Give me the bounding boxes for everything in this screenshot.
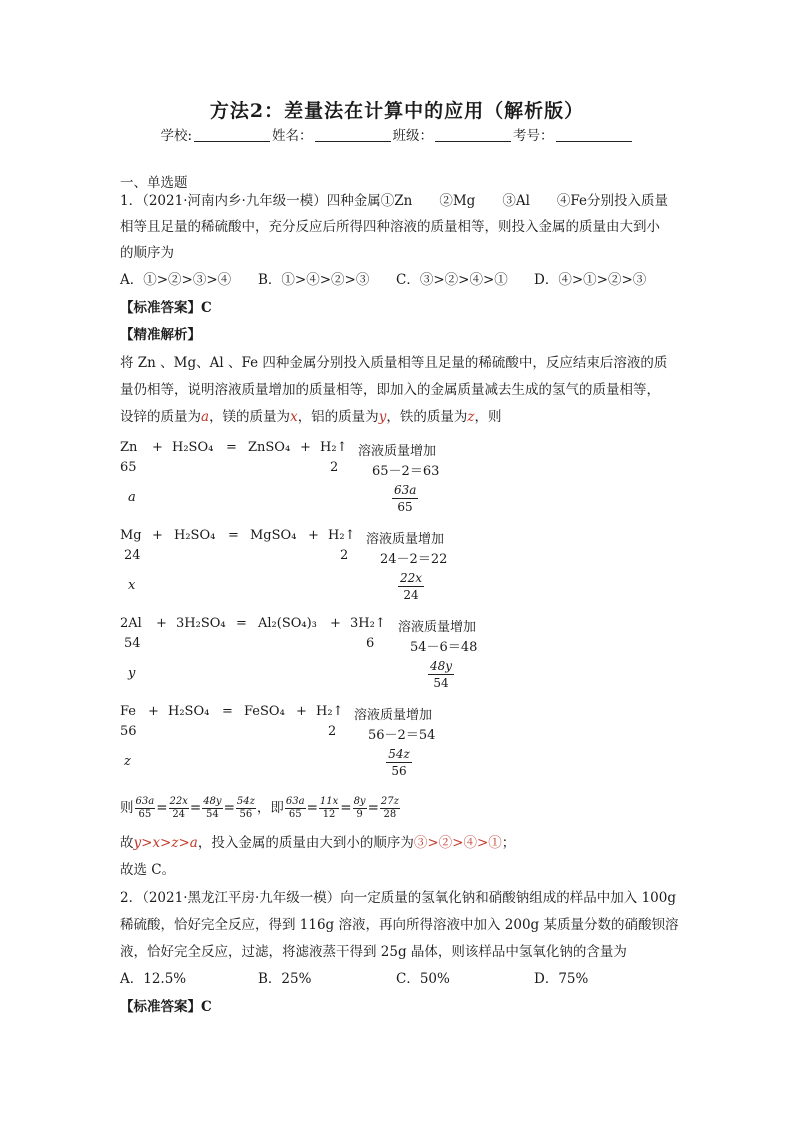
reaction-equals: = — [226, 440, 237, 455]
reaction-equals: = — [222, 704, 233, 719]
q1-stem-line2: 相等且足量的稀硫酸中，充分反应后所得四种溶液的质量相等，则投入金属的质量由大到小 — [120, 219, 660, 235]
chain1-fraction — [135, 796, 156, 821]
chain2-fraction — [319, 796, 339, 821]
increase-fraction — [428, 658, 454, 691]
fraction-numerator: 63a — [394, 483, 417, 497]
text-segment: ，镁的质量为 — [209, 409, 291, 425]
metal-variable: x — [128, 578, 136, 593]
h2-mass: 2 — [330, 460, 339, 475]
fraction-numerator: 54z — [386, 746, 412, 763]
reaction-equals: = — [236, 616, 247, 631]
metal-variable: y — [128, 666, 136, 681]
q1-option-a: A．①>②>③>④ — [120, 272, 232, 288]
text-segment: ，铝的质量为 — [297, 409, 379, 425]
class-blank — [435, 128, 511, 142]
reaction-plus: + — [152, 528, 163, 543]
fraction-numerator: 27z — [380, 796, 399, 807]
equation-chain-line: 则 $\frac{63a}{65}$ = $\frac{22x}{24}$ = $\frac{48y}{54}$ = $\frac{54z}{56}$ ，即 $\frac{63a}{65}$ = $\frac{11x}{12}$ = $\frac{8y}{9}$ = $\frac{27z}{28}$ — [120, 796, 399, 820]
fraction-numerator: 48y — [430, 659, 453, 673]
class-label: 班级： — [392, 128, 434, 144]
q1-stem-line1: 1．（2021·河南内乡·九年级一模）四种金属①Zn ②Mg ③Al ④Fe分别投入质量 — [120, 193, 669, 209]
var-z: z — [467, 409, 475, 425]
reaction-salt: MgSO₄ — [250, 528, 297, 543]
q2-answer: 【标准答案】C — [120, 999, 212, 1015]
reaction-metal: Zn — [120, 440, 138, 455]
reaction-metal: Fe — [120, 704, 137, 719]
increase-fraction — [398, 570, 424, 603]
q2-stem-line2: 稀硫酸，恰好完全反应，得到 116g 溶液，再向所得溶液中加入 200g 某质量分数的硝酸钡溶 — [120, 917, 679, 933]
then-label: 则 — [120, 800, 134, 816]
mass-difference: 65－2＝63 — [372, 464, 440, 479]
text-segment: ，投入金属的质量由大到小的顺序为 — [197, 835, 414, 851]
q2-stem-line1: 2．（2021·黑龙江平房·九年级一模）向一定质量的氢氧化钠和硝酸钠组成的样品中加入 100g — [120, 890, 676, 906]
exam-no-blank — [556, 128, 632, 142]
reaction-plus: + — [296, 704, 307, 719]
h2-mass: 2 — [328, 724, 337, 739]
reaction-gas: H₂↑ — [320, 440, 348, 455]
fraction-denominator: 9 — [356, 809, 363, 820]
var-y: y — [378, 409, 387, 425]
fraction-denominator: 56 — [239, 809, 253, 820]
var-a: a — [201, 409, 210, 425]
reaction-salt: FeSO₄ — [244, 704, 285, 719]
fraction-numerator: 48y — [203, 796, 222, 807]
reaction-plus: + — [300, 440, 311, 455]
fraction-denominator: 65 — [397, 500, 413, 514]
q1-analysis-heading: 【精准解析】 — [120, 327, 201, 343]
increase-label: 溶液质量增加 — [366, 532, 445, 547]
fraction-denominator: 56 — [391, 764, 407, 778]
q1-analysis-line1: 将 Zn 、Mg、Al 、Fe 四种金属分别投入质量相等且足量的稀硫酸中，反应结束后溶液的质 — [120, 355, 668, 371]
metal-mass: 24 — [124, 548, 141, 563]
reaction-acid: H₂SO₄ — [174, 528, 216, 543]
increase-label: 溶液质量增加 — [398, 620, 477, 635]
exam-no-label: 考号： — [513, 128, 554, 144]
section-title: 一、单选题 — [120, 175, 188, 191]
metal-variable: z — [124, 754, 131, 769]
q2-option-a: A．12.5% — [120, 971, 187, 987]
metal-mass: 56 — [120, 724, 137, 739]
reaction-plus: + — [148, 704, 159, 719]
fraction-denominator: 28 — [383, 809, 397, 820]
increase-label: 溶液质量增加 — [354, 708, 433, 723]
fraction-denominator: 24 — [172, 809, 186, 820]
reaction-acid: H₂SO₄ — [168, 704, 210, 719]
q1-answer: 【标准答案】C — [120, 300, 212, 316]
metal-mass: 65 — [120, 460, 137, 475]
reaction-plus: + — [330, 616, 341, 631]
reaction-salt: Al₂(SO₄)₃ — [258, 616, 317, 631]
reaction-gas: 3H₂↑ — [350, 616, 386, 631]
reaction-equals: = — [228, 528, 239, 543]
school-blank — [194, 128, 270, 142]
q1-stem-line3: 的顺序为 — [120, 245, 174, 261]
student-info-line — [0, 124, 794, 144]
mass-difference: 54－6＝48 — [410, 640, 478, 655]
text-segment: ，则 — [474, 409, 502, 425]
h2-mass: 6 — [366, 636, 375, 651]
q2-option-c: C．50% — [396, 971, 450, 987]
increase-fraction — [386, 746, 412, 779]
q1-analysis-line3 — [120, 404, 680, 430]
ie-label: ，即 — [256, 800, 284, 816]
fraction-numerator: 22x — [400, 571, 423, 585]
increase-label: 溶液质量增加 — [358, 444, 437, 459]
reaction-plus: + — [308, 528, 319, 543]
q1-option-b: B．①>④>②>③ — [258, 272, 370, 288]
reaction-plus: + — [152, 440, 163, 455]
text-segment: 故 — [120, 835, 134, 851]
metal-variable: a — [128, 490, 136, 505]
fraction-denominator: 12 — [322, 809, 336, 820]
h2-mass: 2 — [340, 548, 349, 563]
var-x: x — [290, 409, 298, 425]
fraction-denominator: 24 — [403, 588, 419, 602]
conclusion-line — [120, 830, 515, 856]
mass-difference: 24－2＝22 — [380, 552, 448, 567]
fraction-numerator: 54z — [236, 796, 255, 807]
variable-order: y>x>z>a — [133, 835, 198, 851]
q2-stem-line3: 液，恰好完全反应，过滤，将滤液蒸干得到 25g 晶体，则该样品中氢氧化钠的含量为 — [120, 944, 627, 960]
q2-option-b: B．25% — [258, 971, 312, 987]
reaction-acid: H₂SO₄ — [172, 440, 214, 455]
fraction-numerator: 11x — [319, 796, 339, 807]
fraction-numerator: 63a — [135, 796, 155, 807]
name-blank — [315, 128, 391, 142]
chain2-fraction — [285, 796, 306, 821]
fraction-denominator: 65 — [288, 809, 302, 820]
fraction-denominator: 54 — [206, 809, 219, 820]
school-label: 学校: — [160, 128, 193, 144]
page-title: 方法2：差量法在计算中的应用（解析版） — [209, 100, 585, 122]
reaction-plus: + — [156, 616, 167, 631]
reaction-gas: H₂↑ — [328, 528, 356, 543]
q1-choice: 故选 C。 — [120, 862, 176, 878]
fraction-denominator: 54 — [433, 676, 449, 690]
text-segment: ； — [501, 835, 516, 851]
fraction-denominator: 65 — [138, 809, 152, 820]
chain2-fraction — [380, 796, 400, 821]
metal-mass: 54 — [124, 636, 141, 651]
text-segment: ，铁的质量为 — [386, 409, 468, 425]
reaction-salt: ZnSO₄ — [248, 440, 291, 455]
name-label: 姓名： — [272, 128, 313, 144]
q1-option-c: C．③>②>④>① — [396, 272, 508, 288]
chain1-fraction — [202, 796, 222, 821]
reaction-acid: 3H₂SO₄ — [176, 616, 226, 631]
chain1-fraction — [169, 796, 189, 821]
fraction-numerator: 8y — [353, 796, 366, 807]
q1-option-d: D．④>①>②>③ — [534, 272, 647, 288]
increase-fraction — [392, 482, 418, 515]
reaction-metal: 2Al — [120, 616, 142, 631]
fraction-numerator: 63a — [285, 796, 305, 807]
text-segment: 设锌的质量为 — [120, 409, 201, 425]
metal-order-result: ③>②>④>① — [413, 835, 502, 851]
chain2-fraction — [353, 796, 367, 821]
chain1-fraction — [236, 796, 256, 821]
mass-difference: 56－2＝54 — [368, 728, 436, 743]
q2-option-d: D．75% — [534, 971, 589, 987]
reaction-gas: H₂↑ — [316, 704, 344, 719]
fraction-numerator: 22x — [169, 796, 188, 807]
q1-analysis-line2: 量仍相等，说明溶液质量增加的质量相等，即加入的金属质量减去生成的氢气的质量相等， — [120, 382, 660, 398]
reaction-metal: Mg — [120, 528, 142, 543]
